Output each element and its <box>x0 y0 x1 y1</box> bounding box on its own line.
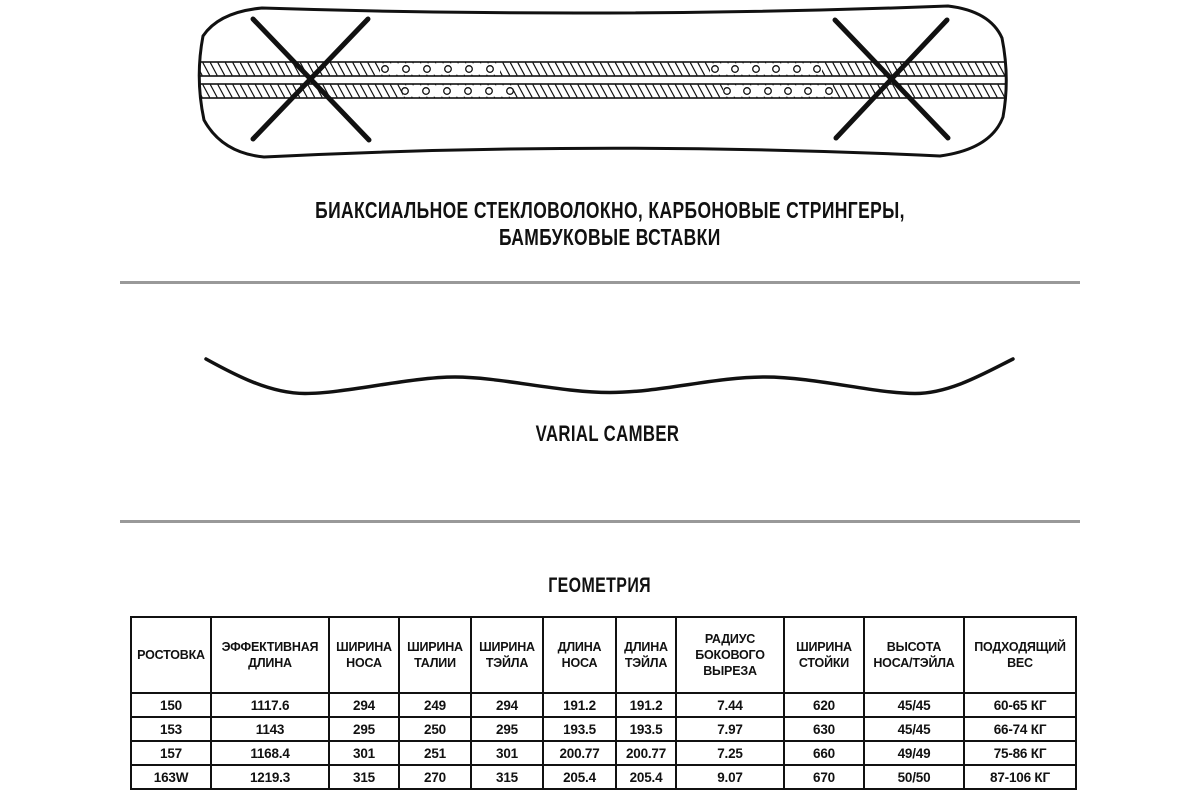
construction-note-line2: БАМБУКОВЫЕ ВСТАВКИ <box>499 224 721 250</box>
table-cell: 301 <box>471 741 543 765</box>
table-cell: 150 <box>131 693 211 717</box>
table-cell: 294 <box>329 693 399 717</box>
col-header: ШИРИНА ТЭЙЛА <box>471 617 543 693</box>
snowboard-top-view <box>0 0 1200 175</box>
table-cell: 157 <box>131 741 211 765</box>
table-cell: 9.07 <box>676 765 784 789</box>
construction-note-line1: БИАКСИАЛЬНОЕ СТЕКЛОВОЛОКНО, КАРБОНОВЫЕ СТРИНГЕРЫ, <box>315 197 905 223</box>
col-header: ШИРИНА НОСА <box>329 617 399 693</box>
col-header: РОСТОВКА <box>131 617 211 693</box>
table-row <box>131 717 1076 741</box>
camber-label: VARIAL CAMBER <box>536 421 680 446</box>
cross-mark-tail-icon <box>835 20 948 138</box>
camber-profile-curve <box>206 359 1013 394</box>
table-cell: 163W <box>131 765 211 789</box>
board-outline <box>199 6 1006 157</box>
table-cell: 191.2 <box>616 693 676 717</box>
table-cell: 1117.6 <box>211 693 329 717</box>
table-cell: 295 <box>329 717 399 741</box>
geometry-table <box>130 616 1077 790</box>
table-cell: 205.4 <box>616 765 676 789</box>
geometry-title-wrap <box>0 574 1200 598</box>
table-row <box>131 693 1076 717</box>
col-header: ЭФФЕКТИВНАЯ ДЛИНА <box>211 617 329 693</box>
table-cell: 200.77 <box>616 741 676 765</box>
table-cell: 200.77 <box>543 741 616 765</box>
col-header: ДЛИНА НОСА <box>543 617 616 693</box>
col-header: ШИРИНА ТАЛИИ <box>399 617 471 693</box>
camber-profile-drawing <box>0 340 1200 410</box>
table-cell: 630 <box>784 717 864 741</box>
construction-note <box>0 197 1200 251</box>
camber-label-wrap <box>8 421 1200 447</box>
table-cell: 295 <box>471 717 543 741</box>
table-cell: 193.5 <box>616 717 676 741</box>
table-cell: 7.44 <box>676 693 784 717</box>
table-cell: 49/49 <box>864 741 964 765</box>
table-cell: 301 <box>329 741 399 765</box>
table-cell: 66-74 КГ <box>964 717 1076 741</box>
table-cell: 45/45 <box>864 717 964 741</box>
table-cell: 249 <box>399 693 471 717</box>
table-cell: 60-65 КГ <box>964 693 1076 717</box>
table-cell: 7.25 <box>676 741 784 765</box>
col-header: ШИРИНА СТОЙКИ <box>784 617 864 693</box>
col-header: ВЫСОТА НОСА/ТЭЙЛА <box>864 617 964 693</box>
table-cell: 315 <box>329 765 399 789</box>
col-header: ПОДХОДЯЩИЙ ВЕС <box>964 617 1076 693</box>
table-cell: 193.5 <box>543 717 616 741</box>
table-cell: 1219.3 <box>211 765 329 789</box>
table-cell: 45/45 <box>864 693 964 717</box>
table-cell: 250 <box>399 717 471 741</box>
geometry-title: ГЕОМЕТРИЯ <box>548 574 652 597</box>
cross-mark-nose-icon <box>253 19 369 140</box>
table-cell: 620 <box>784 693 864 717</box>
table-cell: 315 <box>471 765 543 789</box>
table-cell: 670 <box>784 765 864 789</box>
table-cell: 50/50 <box>864 765 964 789</box>
table-cell: 205.4 <box>543 765 616 789</box>
table-cell: 1168.4 <box>211 741 329 765</box>
table-cell: 75-86 КГ <box>964 741 1076 765</box>
header-row <box>131 617 1076 693</box>
section-divider-top <box>120 281 1080 284</box>
table-row <box>131 765 1076 789</box>
table-cell: 1143 <box>211 717 329 741</box>
section-divider-bottom <box>120 520 1080 523</box>
table-cell: 7.97 <box>676 717 784 741</box>
table-cell: 660 <box>784 741 864 765</box>
table-cell: 191.2 <box>543 693 616 717</box>
col-header: ДЛИНА ТЭЙЛА <box>616 617 676 693</box>
table-cell: 294 <box>471 693 543 717</box>
table-cell: 87-106 КГ <box>964 765 1076 789</box>
col-header: РАДИУС БОКОВОГО ВЫРЕЗА <box>676 617 784 693</box>
table-cell: 251 <box>399 741 471 765</box>
table-cell: 153 <box>131 717 211 741</box>
table-cell: 270 <box>399 765 471 789</box>
table-row <box>131 741 1076 765</box>
